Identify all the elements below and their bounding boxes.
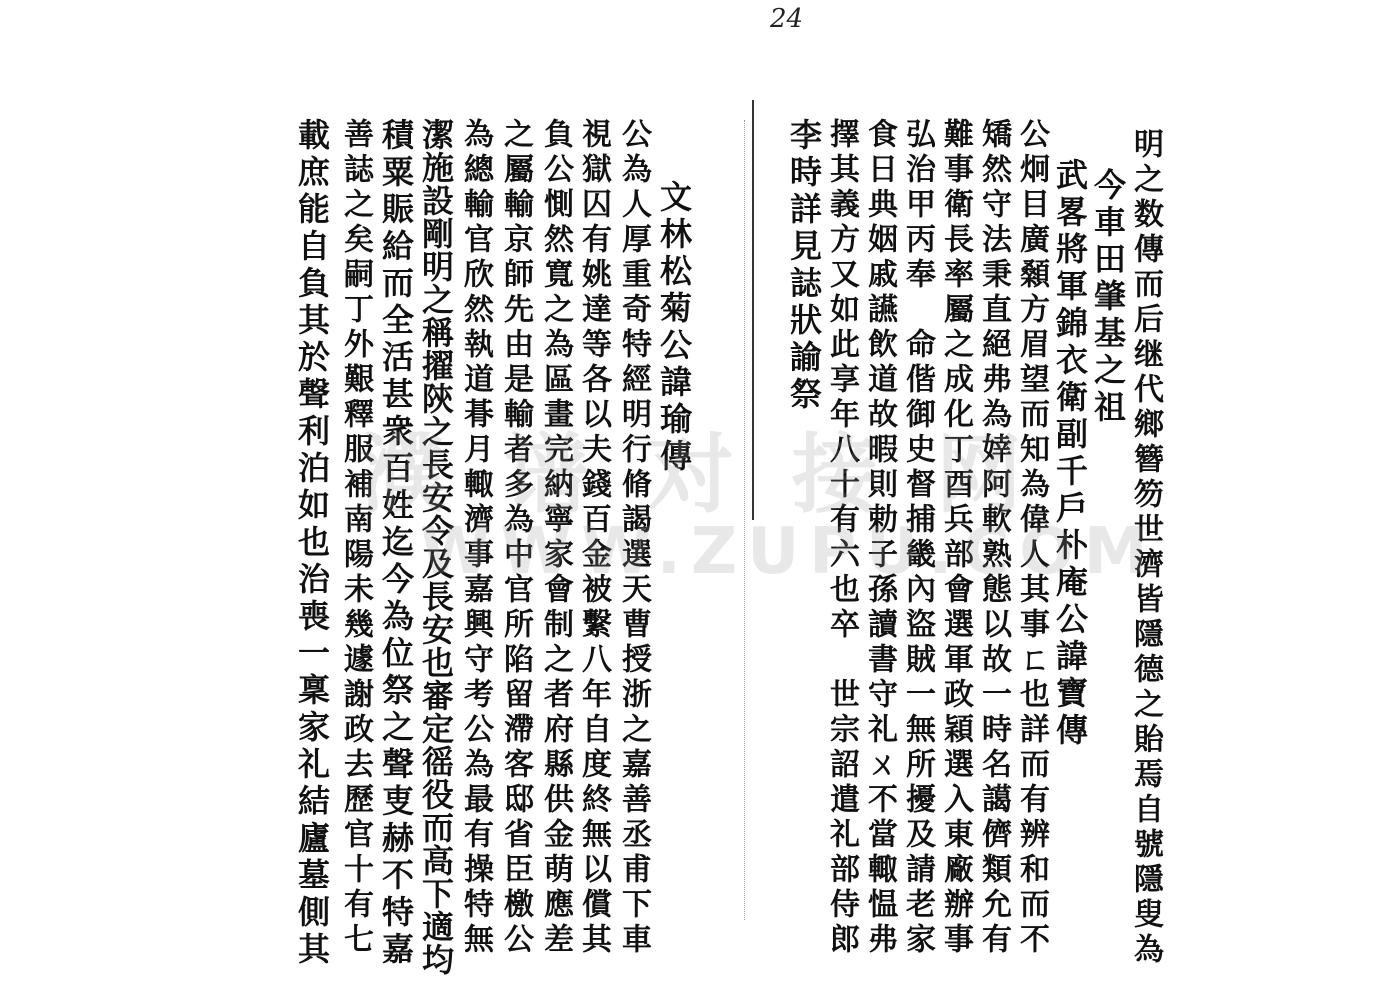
left-col-2: 公為人厚重奇特經明行脩謁選天曹授浙之嘉善丞甫下車 [616, 118, 651, 958]
left-col-3: 視獄囚有姚達等各以夫錢百金被繫八年自度終無以償其 [576, 118, 611, 958]
left-col-8: 積粟賑給而全活甚衆百姓迄今為位祭之聲叓赫不特嘉 [377, 118, 415, 969]
left-col-4: 負公惻然寬之為區畫完納寧家會制之者府縣供金萌應差 [538, 118, 573, 958]
left-col-5: 之屬輸京師先由是輸者多為中官所陷留滯客邸省臣檄公 [498, 118, 533, 958]
left-col-6: 為總輸官欣然執道朞月輙濟事嘉興守考公為最有操特無 [458, 118, 493, 958]
right-col-9: 擇其義方又如此享年八十有六也卒 世宗詔遣礼部侍郎 [824, 118, 859, 958]
watermark-text: 濮 谱 对 接 网 [360, 425, 1036, 525]
left-col-10: 載庶能自負其於聲利泊如也治喪一稟家礼結廬墓側其 [293, 118, 331, 969]
right-col-10: 李時詳見誌狀諭祭 [785, 118, 823, 414]
right-col-1: 明之数傳而后继代鄉簪笏世濟皆隱德之貽焉自號隱叟為 [1128, 128, 1163, 968]
right-col-4: 公炯目廣顙方眉望而知為偉人其事ㄈ也詳而有辨和而不 [1014, 118, 1049, 958]
right-col-3-section-title: 武畧將軍錦衣衛副千戶朴庵公諱寶傳 [1051, 158, 1089, 750]
page-number: 24 [770, 4, 804, 34]
left-col-1-section-title: 文林松菊公諱瑜傳 [655, 180, 693, 476]
right-col-7: 弘治甲丙奉 命偕御史督捕畿內盜賊一無所擾及請老家 [900, 118, 935, 958]
left-col-7: 潔施設剛明之稱擢陝之長安令及長安也審定徭役而高下適均 [417, 118, 455, 976]
right-col-5: 矯然守法秉直絕弗為婞阿軟熟態以故一時名譪儕類允有 [976, 118, 1011, 958]
watermark-url: WWW.ZUPU.COM [420, 515, 1158, 589]
right-col-6: 難事衛長率屬之成化丁酉兵部會選軍政穎選入東廠辦事 [938, 118, 973, 958]
right-col-2: 今車田肇基之祖 [1089, 168, 1127, 427]
left-col-9: 善誌之矣嗣丁外艱釋服補南陽未幾遽謝政去歷官十有七 [338, 118, 373, 958]
right-col-8: 食日典姻戚讌飲道故暇則勅子孫讀書守礼ㄨ不當輙愠弗 [862, 118, 897, 958]
